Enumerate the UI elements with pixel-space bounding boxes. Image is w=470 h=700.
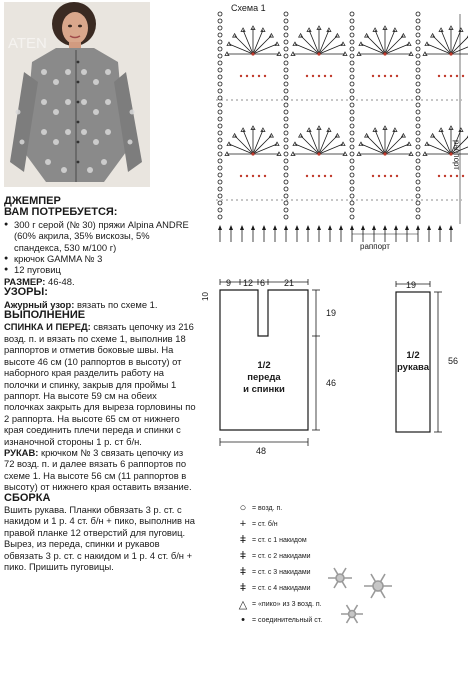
chain-stitch-icon: ○ [239,502,247,514]
dim-right-top: 19 [326,308,337,318]
crochet-scheme [212,4,468,254]
dim-side-mark: 10 [200,292,210,301]
snowflake-decoration [322,560,412,630]
back-front-text: связать цепочку из 216 возд. п. и вязать по схеме 1, выполнив 18 раппортов и отметив боковые швы. На высоте 46 см (10 раппортов в высоту) от наборного края разделить работу на полочки и спинку, закрыв для проймы 1 раппорт. На высоте 59 см на обеих полочках закрыть для выреза горловины по 2 раппорта. На высоте 65 см от нижнего края соединить плечи переда и спинки с изнаночной стороны 1 р. ст б/н. [4,321,196,447]
garment-pattern [196,270,470,470]
dim-top-2: 12 [243,278,254,288]
pattern-text: вязать по схеме 1. [76,298,158,310]
size-label: РАЗМЕР: [4,275,46,287]
assembly-text: Вшить рукава. Планки обвязать 3 р. ст. с накидом и 1 р. 4 ст. б/н + пико, выполнив на правой планке 12 отверстий для пуговиц. Вырез, из переда, спинки и рукавов обвязать 3 р. ст. с накидом и 1 р. 4 ст. б/н + пико. Пришить пуговицы. [4,503,195,572]
size-value: 46-48. [48,275,75,287]
slip-stitch-icon: • [241,614,245,626]
rapport-horizontal-label: раппорт [360,242,390,251]
article-text [4,196,196,572]
legend-text: = «пико» из 3 возд. п. [252,600,322,608]
dim-top-4: 21 [284,278,295,288]
scheme-title: Схема 1 [231,3,266,13]
dim-top-3: 6 [260,278,266,288]
material-item-hook: ● крючок GAMMA № 3 [4,253,196,264]
sleeve-dim-top: 19 [406,280,417,290]
sleeve-dim-side: 56 [448,356,459,366]
dim-right-main: 46 [326,378,337,388]
material-item-yarn: ● 300 г серой (№ 30) пряжи Alpina ANDRE (60% акрила, 35% вискозы, 5% спандекса, 530 м/100 г) [4,219,196,253]
body-label-line3: и спинки [243,384,285,395]
assembly-heading: СБОРКА [4,491,51,504]
legend-text: = ст. б/н [252,520,278,528]
snowflake-icon [322,560,412,630]
sleeve-text: крючком № 3 связать цепочку из 72 возд. п. и далее вязать 6 раппортов по схеме 1. На высоте 56 см (11 раппортов в высоту) от нижнего края оставить вязание. [4,446,192,493]
legend-text: = ст. с 2 накидами [252,552,311,560]
legend-text: = ст. с 4 накидами [252,584,311,592]
sleeve-label-word: рукава [397,362,429,373]
legend-text: = возд. п. [252,504,283,512]
sleeve-label: РУКАВ: [4,446,39,458]
rapport-vertical-label: раппорт [452,140,461,170]
treble-crochet-icon: ǂ [239,550,247,562]
legend-text: = ст. с 3 накидами [252,568,311,576]
legend-row [236,516,386,532]
back-front-label: СПИНКА И ПЕРЕД: [4,321,91,333]
materials-heading: ВАМ ПОТРЕБУЕТСЯ: [4,206,118,219]
photo-watermark: ATEN [8,35,47,52]
photo-jumper [4,2,150,187]
legend-row [236,500,386,516]
single-crochet-icon: + [239,518,247,530]
legend-row [236,532,386,548]
body-label-fraction: 1/2 [257,360,271,371]
dim-top-1: 9 [226,278,232,288]
legend-text: = соединительный ст. [252,616,323,624]
double-treble-icon: ǂ [239,566,247,578]
legend-text: = ст. с 1 накидом [252,536,307,544]
article-title: ДЖЕМПЕР [4,195,61,207]
sleeve-label-fraction: 1/2 [406,350,420,361]
material-item-buttons: ● 12 пуговиц [4,264,196,275]
picot-icon: △ [238,598,248,611]
pattern-label: Ажурный узор: [4,298,75,310]
triple-treble-icon: ǂ [239,582,247,594]
jumper-photo-image [4,2,150,187]
execution-heading: ВЫПОЛНЕНИЕ [4,309,86,322]
dim-bottom: 48 [256,446,267,456]
crochet-scheme-diagram [212,4,468,254]
patterns-heading: УЗОРЫ: [4,286,48,299]
double-crochet-icon: ǂ [239,534,247,546]
body-label-line2: переда [247,372,281,383]
